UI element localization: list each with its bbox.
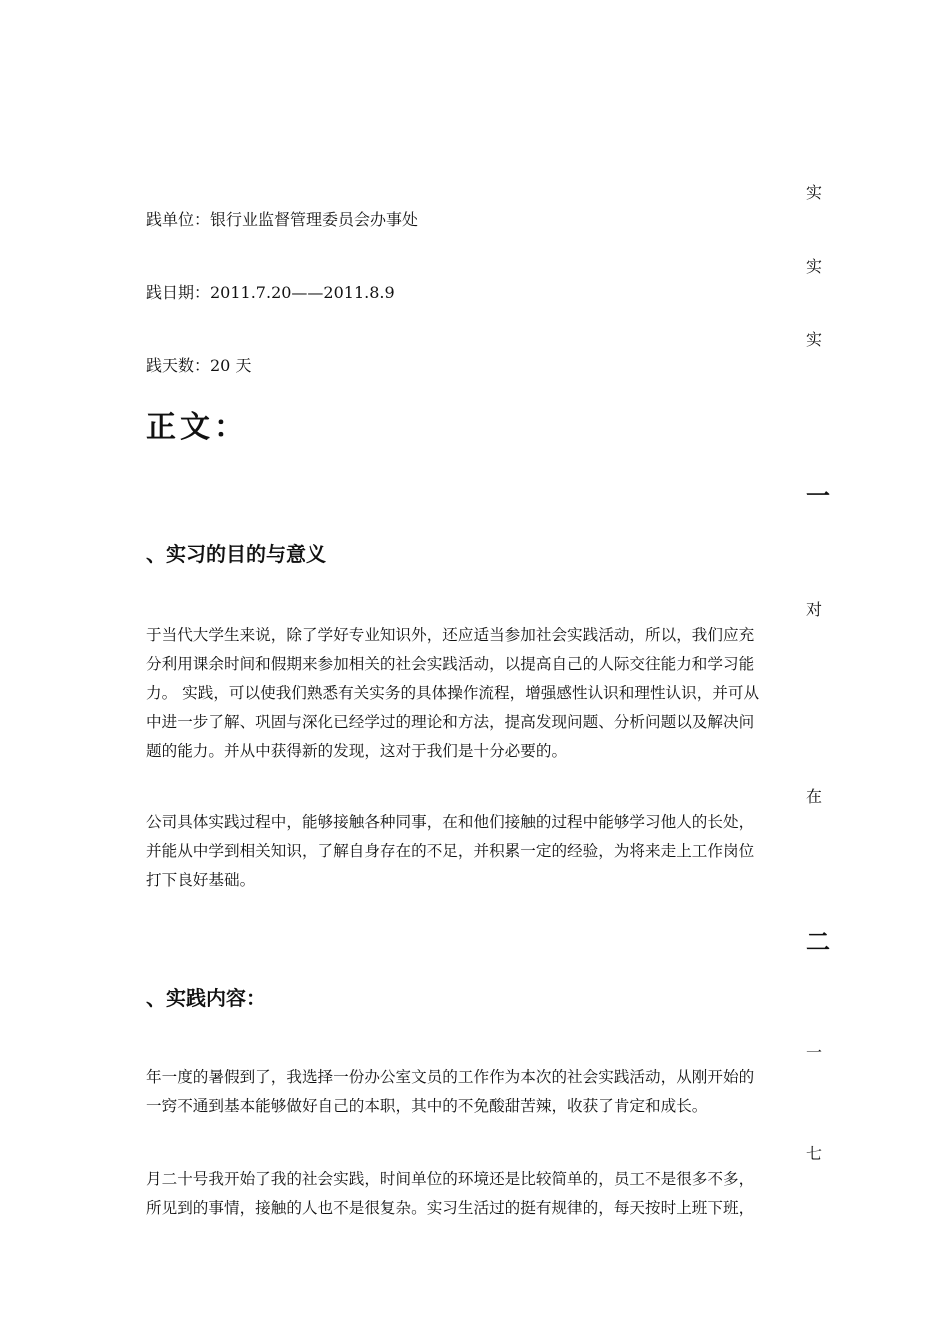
- practice-days: 践天数：20 天: [146, 356, 252, 375]
- main-heading: 正文：: [146, 410, 248, 445]
- paragraph-line: 打下良好基础。: [146, 871, 256, 889]
- paragraph-line: 公司具体实践过程中，能够接触各种同事，在和他们接触的过程中能够学习他人的长处，: [146, 813, 755, 831]
- practice-unit: 践单位：银行业监督管理委员会办事处: [146, 210, 419, 229]
- paragraph-line: 年一度的暑假到了，我选择一份办公室文员的工作作为本次的社会实践活动，从刚开始的: [146, 1068, 755, 1086]
- section1-p2-first-char: 在: [806, 787, 823, 806]
- paragraph-line: 中进一步了解、巩固与深化已经学过的理论和方法，提高发现问题、分析问题以及解决问: [146, 713, 755, 731]
- paragraph-line: 所见到的事情，接触的人也不是很复杂。实习生活过的挺有规律的，每天按时上班下班，: [146, 1199, 755, 1217]
- paragraph-line: 于当代大学生来说，除了学好专业知识外，还应适当参加社会实践活动，所以，我们应充: [146, 626, 755, 644]
- section2-title: 、实践内容：: [146, 986, 266, 1010]
- unit-first-char: 实: [806, 183, 823, 202]
- section1-p1-first-char: 对: [806, 600, 823, 619]
- practice-dates: 践日期：2011.7.20——2011.8.9: [146, 283, 395, 302]
- section1-number: 一: [806, 481, 830, 510]
- section2-p2-first-char: 七: [806, 1144, 823, 1163]
- days-first-char: 实: [806, 330, 823, 349]
- paragraph-line: 一窍不通到基本能够做好自己的本职，其中的不免酸甜苦辣，收获了肯定和成长。: [146, 1097, 708, 1115]
- paragraph-line: 力。 实践，可以使我们熟悉有关实务的具体操作流程，增强感性认识和理性认识，并可从: [146, 684, 760, 702]
- section2-number: 二: [806, 927, 830, 956]
- paragraph-line: 并能从中学到相关知识，了解自身存在的不足，并积累一定的经验，为将来走上工作岗位: [146, 842, 755, 860]
- section2-paragraph-1: [146, 1063, 810, 1121]
- paragraph-line: 分利用课余时间和假期来参加相关的社会实践活动，以提高自己的人际交往能力和学习能: [146, 655, 755, 673]
- paragraph-line: 月二十号我开始了我的社会实践，时间单位的环境还是比较简单的，员工不是很多不多，: [146, 1170, 755, 1188]
- section2-paragraph-2: [146, 1165, 810, 1223]
- section1-title: 、实习的目的与意义: [146, 542, 326, 566]
- paragraph-line: 题的能力。并从中获得新的发现，这对于我们是十分必要的。: [146, 742, 568, 760]
- section2-p1-first-char: 一: [806, 1043, 823, 1062]
- section1-paragraph-1: [146, 621, 810, 766]
- date-first-char: 实: [806, 257, 823, 276]
- section1-paragraph-2: [146, 808, 810, 895]
